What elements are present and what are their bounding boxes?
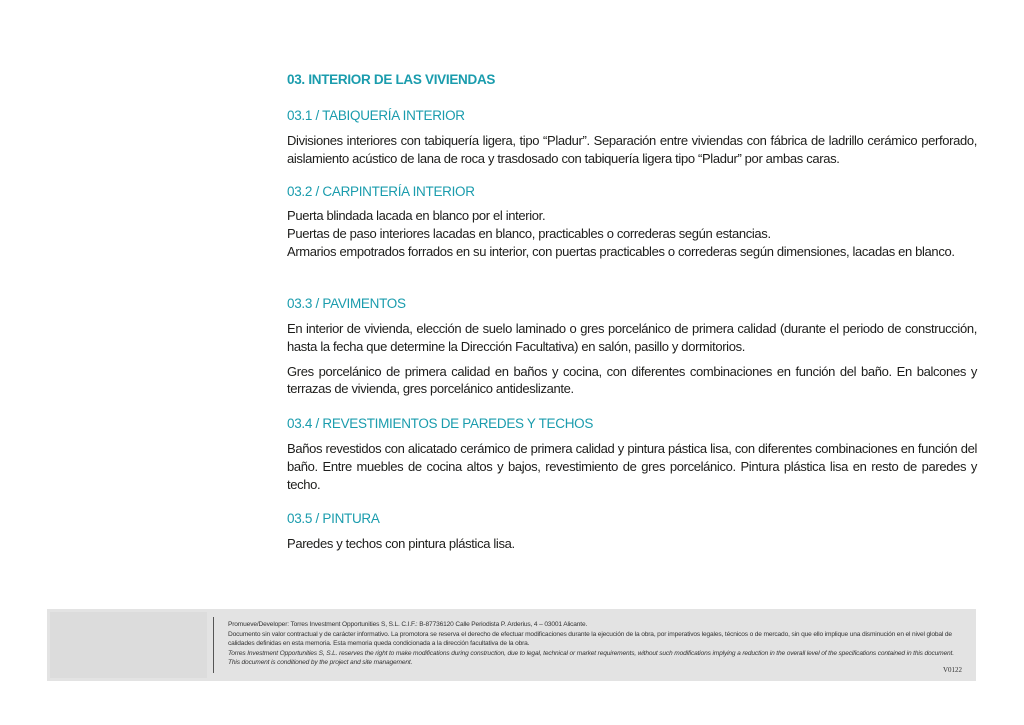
section-body [287, 320, 977, 398]
disclaimer-es: Documento sin valor contractual y de carácter informativo. La promotora se reserva el derecho de efectuar modificaciones durante la ejecución de la obra, por imperativos legales, técnicos o de mercado, sin que ello implique una disminución en el nivel global de calidades definidas en esta memoria. Esta memoria queda condicionada a la dirección facultativa de la obra. [228, 630, 952, 648]
paragraph: Baños revestidos con alicatado cerámico de primera calidad y pintura pástica lisa, con diferentes combinaciones en función del baño. Entre muebles de cocina altos y bajos, revestimiento de gres porcelánico. Pintura plástica lisa en resto de paredes y techo. [287, 441, 977, 492]
paragraph: Puertas de paso interiores lacadas en blanco, practicables o correderas según estancias. [287, 225, 771, 241]
footer [47, 609, 976, 681]
page-title: 03. INTERIOR DE LAS VIVIENDAS [287, 72, 496, 87]
section-body [287, 207, 977, 260]
version-label: V0122 [942, 666, 962, 674]
paragraph: Gres porcelánico de primera calidad en baños y cocina, con diferentes combinaciones en función del baño. En balcones y terrazas de vivienda, gres porcelánico antideslizante. [287, 363, 977, 397]
paragraph: Puerta blindada lacada en blanco por el interior. [287, 208, 546, 223]
footer-divider [213, 617, 214, 673]
section-heading: 03.5 / PINTURA [287, 511, 380, 526]
paragraph: Paredes y techos con pintura plástica lisa. [287, 536, 515, 551]
section-heading: 03.1 / TABIQUERÍA INTERIOR [287, 108, 465, 123]
section-body [287, 132, 977, 168]
section-body [287, 440, 977, 493]
developer-info: Promueve/Developer: Torres Investment Opportunities S, S.L. C.I.F.: B-87736120 Calle Periodista P. Arderius, 4 – 03001 Alicante. [228, 621, 588, 628]
footer-text [228, 620, 958, 668]
paragraph: Armarios empotrados forrados en su interior, con puertas practicables o correderas según dimensiones, lacadas en blanco. [287, 243, 955, 259]
section-body [287, 535, 977, 553]
paragraph: Divisiones interiores con tabiquería ligera, tipo “Pladur”. Separación entre viviendas con fábrica de ladrillo cerámico perforado, aislamiento acústico de lana de roca y trasdosado con tabiquería ligera tipo “Pladur” por ambas caras. [287, 133, 977, 166]
footer-logo-area [50, 612, 207, 678]
disclaimer-en: Torres Investment Opportunities S, S.L. reserves the right to make modifications during construction, due to legal, technical or market requirements, without such modifications implying a reduction in the overall level of the specifications contained in this document. This document is conditioned by the project and site management. [228, 649, 954, 667]
section-heading: 03.4 / REVESTIMIENTOS DE PAREDES Y TECHOS [287, 416, 594, 431]
section-heading: 03.2 / CARPINTERÍA INTERIOR [287, 184, 475, 199]
paragraph: En interior de vivienda, elección de suelo laminado o gres porcelánico de primera calidad (durante el periodo de construcción, hasta la fecha que determine la Dirección Facultativa) en salón, pasillo y dormitorios. [287, 321, 977, 354]
section-heading: 03.3 / PAVIMENTOS [287, 296, 406, 311]
